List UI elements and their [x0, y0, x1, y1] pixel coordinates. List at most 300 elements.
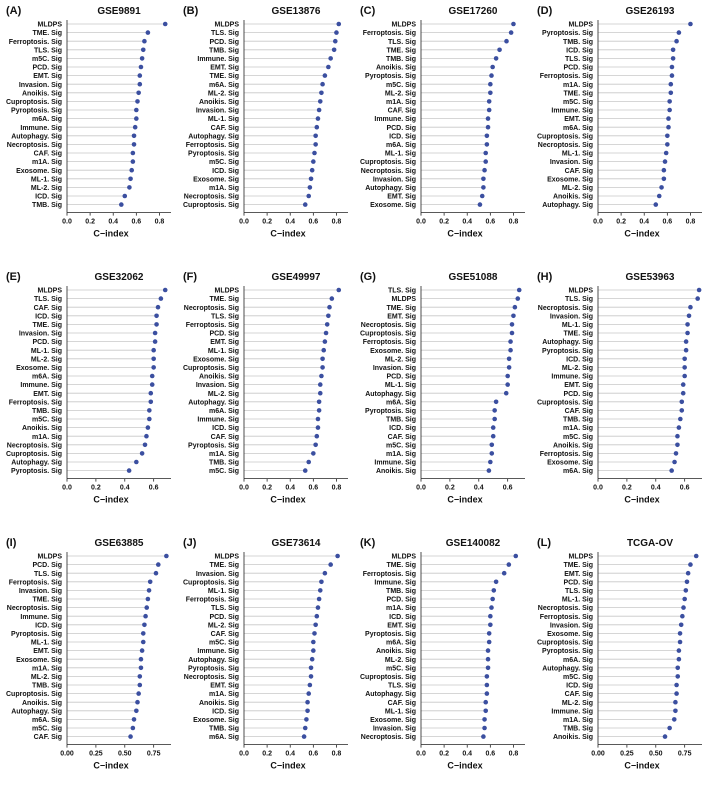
- category-label: TME. Sig: [32, 322, 62, 329]
- x-tick-label: 0.2: [439, 218, 449, 226]
- category-label: Pyroptosis. Sig: [11, 631, 62, 638]
- panel-letter: (D): [537, 5, 553, 17]
- category-label: Cuproptosis. Sig: [537, 639, 593, 647]
- category-label: m6A. Sig: [32, 116, 62, 124]
- data-point: [303, 726, 308, 731]
- data-point: [662, 177, 667, 182]
- panel-5: [183, 271, 348, 505]
- data-point: [324, 331, 329, 336]
- data-point: [694, 554, 699, 559]
- x-tick-label: 0.0: [62, 484, 72, 492]
- category-label: ICD. Sig: [566, 682, 593, 690]
- category-label: EMT. Sig: [33, 648, 62, 656]
- category-label: m5C. Sig: [386, 665, 416, 673]
- data-point: [485, 142, 490, 147]
- category-label: ML-2. Sig: [561, 699, 593, 707]
- category-label: m5C. Sig: [209, 639, 239, 647]
- panel-11: [537, 537, 702, 771]
- data-point: [146, 425, 151, 430]
- category-label: Exosome. Sig: [16, 167, 62, 175]
- x-tick-label: 0.2: [616, 218, 626, 226]
- data-point: [153, 331, 158, 336]
- x-axis-label: C−index: [447, 494, 483, 505]
- data-point: [146, 30, 151, 35]
- category-label: MLDPS: [214, 553, 239, 561]
- data-point: [319, 91, 324, 96]
- category-label: m1A. Sig: [32, 665, 62, 673]
- category-label: Anoikis. Sig: [21, 699, 62, 707]
- x-tick-label: 0.75: [677, 750, 692, 758]
- x-axis-label: C−index: [93, 494, 129, 505]
- category-label: TME. Sig: [386, 304, 416, 312]
- data-point: [129, 168, 134, 173]
- data-point: [662, 168, 667, 173]
- data-point: [487, 640, 492, 645]
- data-point: [488, 460, 493, 465]
- category-label: TLS. Sig: [211, 30, 239, 38]
- category-label: ICD. Sig: [389, 613, 416, 621]
- data-point: [151, 357, 156, 362]
- category-label: Invasion. Sig: [549, 622, 593, 630]
- data-point: [150, 374, 155, 379]
- x-tick-label: 0.2: [91, 484, 101, 492]
- panel-letter: (G): [360, 271, 376, 283]
- data-point: [483, 709, 488, 714]
- panel-title: GSE9891: [97, 6, 141, 17]
- data-point: [308, 683, 313, 688]
- category-label: Pyroptosis. Sig: [188, 442, 239, 450]
- category-label: Pyroptosis. Sig: [365, 408, 416, 415]
- data-point: [306, 460, 311, 465]
- data-point: [687, 314, 692, 319]
- data-point: [131, 159, 136, 164]
- data-point: [323, 571, 328, 576]
- category-label: Invasion. Sig: [195, 570, 239, 578]
- data-point: [511, 314, 516, 319]
- category-label: ML-1. Sig: [30, 176, 62, 184]
- data-point: [486, 666, 491, 671]
- data-point: [492, 417, 497, 422]
- data-point: [302, 734, 307, 739]
- data-point: [134, 116, 139, 121]
- data-point: [671, 56, 676, 61]
- category-label: Exosome. Sig: [193, 176, 239, 184]
- category-label: TMB. Sig: [563, 725, 593, 733]
- category-label: ML-2. Sig: [384, 656, 416, 664]
- category-label: Invasion. Sig: [195, 107, 239, 115]
- data-point: [148, 580, 153, 585]
- data-point: [665, 142, 670, 147]
- data-point: [483, 159, 488, 164]
- category-label: Autophagy. Sig: [11, 708, 62, 716]
- x-tick-label: 0.0: [239, 484, 249, 492]
- data-point: [317, 108, 322, 113]
- category-label: Autophagy. Sig: [542, 202, 593, 210]
- panel-letter: (H): [537, 271, 553, 283]
- category-label: Ferroptosis. Sig: [362, 570, 416, 578]
- x-tick-label: 0.8: [154, 218, 165, 226]
- panel-letter: (K): [360, 537, 376, 549]
- category-label: ML-2. Sig: [30, 356, 62, 364]
- data-point: [680, 614, 685, 619]
- category-label: ICD. Sig: [389, 425, 416, 433]
- x-axis-label: C−index: [93, 760, 129, 771]
- data-point: [480, 194, 485, 199]
- category-label: TLS. Sig: [211, 605, 239, 613]
- x-tick-label: 0.2: [262, 218, 272, 226]
- category-label: PCD. Sig: [563, 390, 593, 398]
- category-label: PCD. Sig: [32, 339, 62, 347]
- category-label: TMB. Sig: [386, 588, 416, 595]
- data-point: [310, 657, 315, 662]
- category-label: Exosome. Sig: [193, 717, 239, 724]
- data-point: [515, 296, 520, 301]
- category-label: Cuproptosis. Sig: [6, 691, 62, 699]
- data-point: [667, 108, 672, 113]
- data-point: [134, 460, 139, 465]
- category-label: ML-1. Sig: [207, 588, 239, 595]
- category-label: Anoikis. Sig: [552, 734, 593, 742]
- category-label: Immune. Sig: [374, 579, 416, 587]
- data-point: [306, 194, 311, 199]
- data-point: [675, 434, 680, 439]
- x-tick-label: 0.4: [119, 484, 130, 492]
- category-label: Cuproptosis. Sig: [537, 133, 593, 141]
- x-tick-label: 0.6: [148, 484, 159, 492]
- category-label: MLDPS: [214, 21, 239, 29]
- data-point: [309, 666, 314, 671]
- data-point: [490, 65, 495, 70]
- category-label: Anoikis. Sig: [198, 699, 239, 707]
- data-point: [684, 348, 689, 353]
- category-label: MLDPS: [37, 553, 62, 561]
- data-point: [308, 185, 313, 190]
- category-label: Anoikis. Sig: [375, 648, 416, 656]
- data-point: [663, 159, 668, 164]
- category-label: Ferroptosis. Sig: [362, 30, 416, 38]
- category-label: PCD. Sig: [563, 579, 593, 587]
- data-point: [664, 151, 669, 156]
- category-label: m5C. Sig: [563, 674, 593, 681]
- data-point: [150, 382, 155, 387]
- category-label: ML-2. Sig: [561, 185, 593, 192]
- data-point: [303, 468, 308, 473]
- panel-title: GSE53963: [625, 272, 675, 283]
- data-point: [303, 202, 308, 207]
- data-point: [667, 726, 672, 731]
- data-point: [320, 357, 325, 362]
- data-point: [488, 82, 493, 87]
- category-label: TLS. Sig: [388, 682, 416, 690]
- x-tick-label: 0.6: [502, 484, 513, 492]
- data-point: [326, 314, 331, 319]
- category-label: TME. Sig: [563, 330, 593, 338]
- data-point: [505, 382, 510, 387]
- data-point: [673, 709, 678, 714]
- data-point: [140, 648, 145, 653]
- category-label: Necroptosis. Sig: [360, 322, 416, 329]
- data-point: [128, 177, 133, 182]
- data-point: [312, 151, 317, 156]
- category-label: CAF. Sig: [33, 150, 62, 158]
- x-tick-label: 0.4: [473, 484, 484, 492]
- data-point: [684, 588, 689, 593]
- category-label: TLS. Sig: [34, 570, 62, 578]
- panel-9: [183, 537, 348, 771]
- data-point: [488, 91, 493, 96]
- category-label: PCD. Sig: [32, 562, 62, 570]
- data-point: [313, 134, 318, 139]
- x-tick-label: 0.8: [508, 218, 519, 226]
- data-point: [136, 691, 141, 696]
- data-point: [316, 425, 321, 430]
- data-point: [154, 322, 159, 327]
- data-point: [163, 22, 168, 27]
- category-label: Invasion. Sig: [372, 176, 416, 184]
- category-label: ML-2. Sig: [384, 90, 416, 98]
- category-label: Immune. Sig: [551, 708, 593, 716]
- category-label: CAF. Sig: [210, 433, 239, 441]
- data-point: [320, 82, 325, 87]
- data-point: [127, 185, 132, 190]
- data-point: [510, 331, 515, 336]
- category-label: CAF. Sig: [564, 408, 593, 415]
- category-label: Exosome. Sig: [547, 176, 593, 184]
- data-point: [163, 288, 168, 293]
- category-label: Invasion. Sig: [372, 725, 416, 733]
- category-label: PCD. Sig: [209, 613, 239, 621]
- category-label: EMT. Sig: [210, 682, 239, 690]
- data-point: [147, 588, 152, 593]
- category-label: m5C. Sig: [32, 416, 62, 424]
- data-point: [311, 451, 316, 456]
- data-point: [508, 339, 513, 344]
- category-label: Pyroptosis. Sig: [542, 347, 593, 355]
- data-point: [323, 73, 328, 78]
- category-label: ML-2. Sig: [30, 674, 62, 681]
- data-point: [511, 22, 516, 27]
- panel-title: GSE26193: [625, 6, 675, 17]
- data-point: [326, 65, 331, 70]
- data-point: [481, 734, 486, 739]
- data-point: [309, 177, 314, 182]
- data-point: [315, 125, 320, 130]
- category-label: PCD. Sig: [386, 596, 416, 604]
- data-point: [682, 357, 687, 362]
- category-label: Anoikis. Sig: [552, 442, 593, 450]
- category-label: m5C. Sig: [386, 81, 416, 89]
- data-point: [138, 73, 143, 78]
- category-label: Immune. Sig: [197, 56, 239, 63]
- category-label: Ferroptosis. Sig: [8, 38, 62, 46]
- panel-title: GSE140082: [445, 538, 501, 549]
- data-point: [304, 717, 309, 722]
- category-label: ML-2. Sig: [207, 390, 239, 398]
- category-label: CAF. Sig: [564, 691, 593, 699]
- category-label: EMT. Sig: [387, 622, 416, 630]
- category-label: TME. Sig: [209, 562, 239, 570]
- x-tick-label: 0.6: [679, 484, 690, 492]
- category-label: Exosome. Sig: [547, 631, 593, 638]
- data-point: [133, 125, 138, 130]
- data-point: [674, 691, 679, 696]
- category-label: m6A. Sig: [32, 717, 62, 724]
- x-tick-label: 0.4: [639, 218, 650, 226]
- panel-3: [537, 5, 702, 239]
- category-label: m5C. Sig: [209, 468, 239, 476]
- panel-letter: (B): [183, 5, 199, 17]
- category-label: TLS. Sig: [388, 38, 416, 46]
- category-label: Exosome. Sig: [370, 717, 416, 724]
- category-label: EMT. Sig: [564, 116, 593, 124]
- category-label: EMT. Sig: [564, 382, 593, 390]
- panel-title: GSE17260: [448, 6, 498, 17]
- category-label: Pyroptosis. Sig: [188, 665, 239, 673]
- data-point: [142, 39, 147, 44]
- data-point: [489, 443, 494, 448]
- panel-title: GSE13876: [271, 6, 321, 17]
- category-label: TLS. Sig: [34, 47, 62, 55]
- data-point: [682, 365, 687, 370]
- x-tick-label: 0.25: [89, 750, 103, 758]
- data-point: [678, 640, 683, 645]
- category-label: ML-1. Sig: [30, 347, 62, 355]
- category-label: Autophagy. Sig: [188, 133, 239, 141]
- category-label: Cuproptosis. Sig: [183, 579, 239, 587]
- category-label: EMT. Sig: [387, 193, 416, 201]
- category-label: Immune. Sig: [374, 116, 416, 124]
- category-label: Anoikis. Sig: [21, 425, 62, 433]
- data-point: [313, 623, 318, 628]
- category-label: TMB. Sig: [209, 47, 239, 55]
- category-label: ML-1. Sig: [561, 322, 593, 329]
- data-point: [494, 400, 499, 405]
- data-point: [502, 571, 507, 576]
- x-tick-label: 0.0: [593, 484, 603, 492]
- category-label: m5C. Sig: [563, 433, 593, 441]
- data-point: [504, 39, 509, 44]
- data-point: [310, 168, 315, 173]
- category-label: TMB. Sig: [386, 56, 416, 63]
- category-label: m1A. Sig: [386, 99, 416, 106]
- category-label: EMT. Sig: [564, 570, 593, 578]
- panel-title: TCGA-OV: [626, 538, 674, 549]
- data-point: [128, 734, 133, 739]
- x-axis-label: C−index: [270, 760, 306, 771]
- category-label: CAF. Sig: [387, 699, 416, 707]
- data-point: [135, 700, 140, 705]
- data-point: [316, 116, 321, 121]
- category-label: TLS. Sig: [211, 313, 239, 321]
- x-axis-label: C−index: [624, 228, 660, 239]
- data-point: [674, 451, 679, 456]
- category-label: Necroptosis. Sig: [537, 304, 593, 312]
- x-tick-label: 0.00: [591, 750, 605, 758]
- data-point: [311, 640, 316, 645]
- data-point: [483, 151, 488, 156]
- panel-letter: (E): [6, 271, 21, 283]
- data-point: [509, 30, 514, 35]
- category-label: ICD. Sig: [566, 47, 593, 55]
- data-point: [487, 99, 492, 104]
- category-label: PCD. Sig: [386, 373, 416, 381]
- data-point: [127, 468, 132, 473]
- category-label: Necroptosis. Sig: [183, 304, 239, 312]
- data-point: [685, 322, 690, 327]
- x-tick-label: 0.0: [239, 218, 249, 226]
- data-point: [316, 417, 321, 422]
- data-point: [139, 666, 144, 671]
- category-label: m5C. Sig: [386, 442, 416, 450]
- category-label: Immune. Sig: [374, 459, 416, 467]
- data-point: [313, 443, 318, 448]
- category-label: Cuproptosis. Sig: [360, 674, 416, 681]
- x-tick-label: 0.75: [146, 750, 161, 758]
- x-axis-label: C−index: [624, 760, 660, 771]
- data-point: [317, 400, 322, 405]
- panel-letter: (A): [6, 5, 22, 17]
- data-point: [677, 657, 682, 662]
- category-label: PCD. Sig: [209, 330, 239, 338]
- data-point: [139, 657, 144, 662]
- category-label: m1A. Sig: [32, 433, 62, 441]
- data-point: [319, 374, 324, 379]
- category-label: TME. Sig: [386, 562, 416, 570]
- category-label: Autophagy. Sig: [365, 691, 416, 699]
- data-point: [132, 142, 137, 147]
- category-label: Immune. Sig: [197, 648, 239, 656]
- data-point: [697, 288, 702, 293]
- panel-4: [6, 271, 171, 505]
- data-point: [678, 631, 683, 636]
- category-label: Autophagy. Sig: [11, 459, 62, 467]
- data-point: [670, 73, 675, 78]
- data-point: [140, 451, 145, 456]
- category-label: ML-1. Sig: [207, 116, 239, 124]
- category-label: Immune. Sig: [551, 373, 593, 381]
- category-label: m1A. Sig: [32, 159, 62, 167]
- data-point: [490, 597, 495, 602]
- category-label: MLDPS: [391, 21, 416, 29]
- x-tick-label: 0.2: [439, 750, 449, 758]
- data-point: [487, 468, 492, 473]
- category-label: Cuproptosis. Sig: [360, 330, 416, 338]
- category-label: Ferroptosis. Sig: [362, 339, 416, 347]
- panel-8: [6, 537, 171, 771]
- x-tick-label: 0.00: [60, 750, 74, 758]
- data-point: [494, 580, 499, 585]
- data-point: [336, 288, 341, 293]
- data-point: [320, 365, 325, 370]
- category-label: ML-1. Sig: [30, 639, 62, 647]
- category-label: Cuproptosis. Sig: [6, 451, 62, 458]
- data-point: [487, 108, 492, 113]
- category-label: Pyroptosis. Sig: [365, 73, 416, 81]
- data-point: [486, 657, 491, 662]
- panel-1: [183, 5, 348, 239]
- category-label: m1A. Sig: [563, 81, 593, 89]
- panel-title: GSE32062: [94, 272, 144, 283]
- data-point: [132, 134, 137, 139]
- category-label: Ferroptosis. Sig: [185, 142, 239, 149]
- data-point: [494, 56, 499, 61]
- category-label: Autophagy. Sig: [365, 390, 416, 398]
- category-label: PCD. Sig: [563, 64, 593, 72]
- x-tick-label: 0.6: [485, 218, 496, 226]
- x-tick-label: 0.2: [622, 484, 632, 492]
- x-axis-label: C−index: [270, 228, 306, 239]
- x-tick-label: 0.25: [620, 750, 634, 758]
